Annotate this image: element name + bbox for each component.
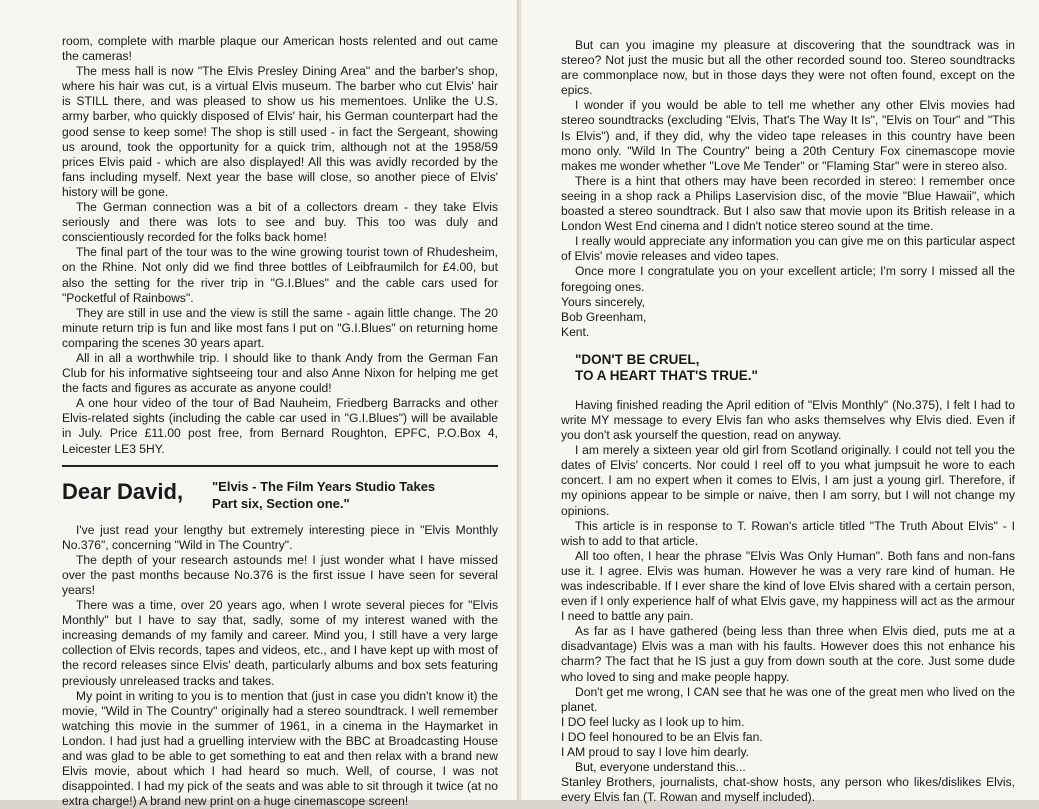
paragraph: They are still in use and the view is still the same - again little change. The 20 minute return trip is fun and like most fans I put on "G.I.Blues" on returning home comparing the scenes 30 years apart. xyxy=(62,305,498,350)
paragraph: I wonder if you would be able to tell me whether any other Elvis movies had stereo soundtracks (excluding "Elvis, That's The Way It Is", "Elvis on Tour" and "This Is Elvis") and, if they did, why the video tape releases in this country have been mono only. "Wild In The Country" being a 20th Century Fox cinemascope movie makes me wonder whether "Love Me Tender" or "Flaming Star" were in stereo also. xyxy=(561,98,1015,173)
letter-heading xyxy=(62,477,498,511)
paragraph: My point in writing to you is to mention that (just in case you didn't know it) the movie, "Wild in The Country" originally had a stereo soundtrack. I well remember watching this movie in the summer of 1961, in a cinema in the Haymarket in London. I had just had a gruelling interview with the BBC at Broadcasting House and was glad to be able to get something to eat and then relax with a brand new Elvis movie, about which I had heard so much. Well, of course, I was not disappointed. I had my pick of the seats and was able to sit through it twice (at no extra charge!) A brand new print on a huge cinemascope screen! xyxy=(62,688,498,809)
paragraph: The mess hall is now "The Elvis Presley Dining Area" and the barber's shop, where his hair was cut, is a virtual Elvis museum. The barber who cut Elvis' hair is STILL there, and was pleased to show us his mementoes. Unlike the U.S. army barber, who quickly disposed of Elvis' hair, his German counterpart had the good sense to keep some! The shop is still used - in fact the Sergeant, showing us around, took the opportunity for a quick trim, although not at the 1958/59 prices Elvis paid - which are also displayed! All this was avidly recorded by the fans including myself. Next year the base will close, so another piece of Elvis' history will be gone. xyxy=(62,64,498,199)
left-article-continued xyxy=(62,34,498,457)
paragraph: I am merely a sixteen year old girl from Scotland originally. I could not tell you the dates of Elvis' concerts. Nor could I reel off to you what jumpsuit he wore to each concert. I am no expert when it comes to Elvis, I am just a young girl. Therefore, if my opinions appear to be simple or naive, then I am sorry, but I will not change my opinions. xyxy=(561,443,1015,518)
closing-line: I AM proud to say I love him dearly. xyxy=(561,745,749,760)
headline-line: TO A HEART THAT'S TRUE." xyxy=(575,367,758,383)
right-page xyxy=(521,0,1039,805)
letter-continued xyxy=(561,38,1015,340)
paragraph: There is a hint that others may have been recorded in stereo: I remember once seeing in a shop rack a Philips Laservision disc, of the movie "Blue Hawaii", which boasted a stereo soundtrack. But I also saw that movie upon its British release in a London West End cinema and I didn't notice stereo sound at the time. xyxy=(561,173,1015,234)
paragraph: But can you imagine my pleasure at discovering that the soundtrack was in stereo? Not just the music but all the other recorded sound too. Stereo soundtracks are commonplace now, but in those days they were not often found, except on the epics. xyxy=(561,38,1015,98)
signoff-line: Yours sincerely, xyxy=(561,294,646,309)
section-divider xyxy=(62,465,498,467)
paragraph: A one hour video of the tour of Bad Nauheim, Friedberg Barracks and other Elvis-related sights (including the cable car used in "G.I.Blues") will be available in July. Price £11.00 post free, from Bernard Roughton, EPFC, P.O.Box 4, Leicester LE3 5HY. xyxy=(62,396,498,456)
paragraph: The German connection was a bit of a collectors dream - they take Elvis seriously and there was lots to see and buy. This too was duly and conscientiously recorded for the folks back home! xyxy=(62,200,498,245)
paragraph: But, everyone understand this... xyxy=(575,760,746,775)
paragraph: Don't get me wrong, I CAN see that he was one of the great men who lived on the planet. xyxy=(561,684,1015,714)
signoff-line: Kent. xyxy=(561,324,590,339)
letter-body xyxy=(62,523,498,809)
paragraph: Once more I congratulate you on your excellent article; I'm sorry I missed all the foregoing ones. xyxy=(561,264,1015,294)
paragraph: I've just read your lengthy but extremely interesting piece in "Elvis Monthly No.376", concerning "Wild in The Country". xyxy=(62,522,498,552)
paragraph: All in all a worthwhile trip. I should like to thank Andy from the German Fan Club for his informative sightseeing tour and also Anne Nixon for helping me get the facts and figures as accurate as anyone could! xyxy=(62,350,498,396)
paragraph: There was a time, over 20 years ago, when I wrote several pieces for "Elvis Monthly" but I have to say that, sadly, some of my interest waned with the increasing demands of my family and career. Mind you, I still have a very large collection of Elvis records, tapes and videos, etc., and I have kept up with most of the record releases since Elvis' death, particularly albums and box sets featuring previously unreleased tracks and takes. xyxy=(62,598,498,688)
paragraph: Stanley Brothers, journalists, chat-show hosts, any person who likes/dislikes Elvis, every Elvis fan (T. Rowan and myself included). xyxy=(561,775,1015,805)
closing-line: I DO feel honoured to be an Elvis fan. xyxy=(561,729,763,744)
paragraph: As far as I have gathered (being less than three when Elvis died, puts me at a disadvantage) Elvis was a man with his faults. However does this not enhance his charm? The fact that he IS just a guy from down south at the core. Just some dude who loved to sing and make people happy. xyxy=(561,624,1015,684)
letter-subtitle-line: Part six, Section one." xyxy=(212,495,350,511)
signoff-line: Bob Greenham, xyxy=(561,309,647,324)
article-headline xyxy=(575,352,1015,384)
left-page xyxy=(0,0,518,809)
letter-title: Dear David, xyxy=(62,478,184,504)
paragraph: I really would appreciate any information you can give me on this particular aspect of Elvis' movie releases and video tapes. xyxy=(561,234,1015,264)
closing-line: I DO feel lucky as I look up to him. xyxy=(561,714,745,729)
paragraph: The final part of the tour was to the wine growing tourist town of Rhudesheim, on the Rhine. Not only did we find three bottles of Leibfraumilch for £4.00, but also the setting for the river trip in "G.I.Blues" and the cable cars used for "Pocketful of Rainbows". xyxy=(62,245,498,305)
paragraph: room, complete with marble plaque our American hosts relented and out came the cameras! xyxy=(62,34,498,64)
letter-subtitle-line: "Elvis - The Film Years Studio Takes xyxy=(212,478,436,494)
paragraph: Having finished reading the April edition of "Elvis Monthly" (No.375), I felt I had to write MY message to every Elvis fan who asks themselves why Elvis died. Even if you don't ask yourself the question, read on anyway. xyxy=(561,397,1015,443)
article-body xyxy=(561,398,1015,806)
letter-subtitle xyxy=(212,477,435,511)
paragraph: The depth of your research astounds me! I just wonder what I have missed over the past months because No.376 is the first issue I have seen for several years! xyxy=(62,552,498,597)
paragraph: All too often, I hear the phrase "Elvis Was Only Human". Both fans and non-fans use it. I agree. Elvis was human. However he was a very rare kind of human. He was indescribable. If I ever share the kind of love Elvis shared with a certain person, even if I only experience half of what Elvis gave, my happiness will act as the armour I need to battle any pain. xyxy=(561,548,1015,624)
headline-line: "DON'T BE CRUEL, xyxy=(575,351,700,367)
paragraph: This article is in response to T. Rowan's article titled "The Truth About Elvis" - I wish to add to that article. xyxy=(561,518,1015,548)
